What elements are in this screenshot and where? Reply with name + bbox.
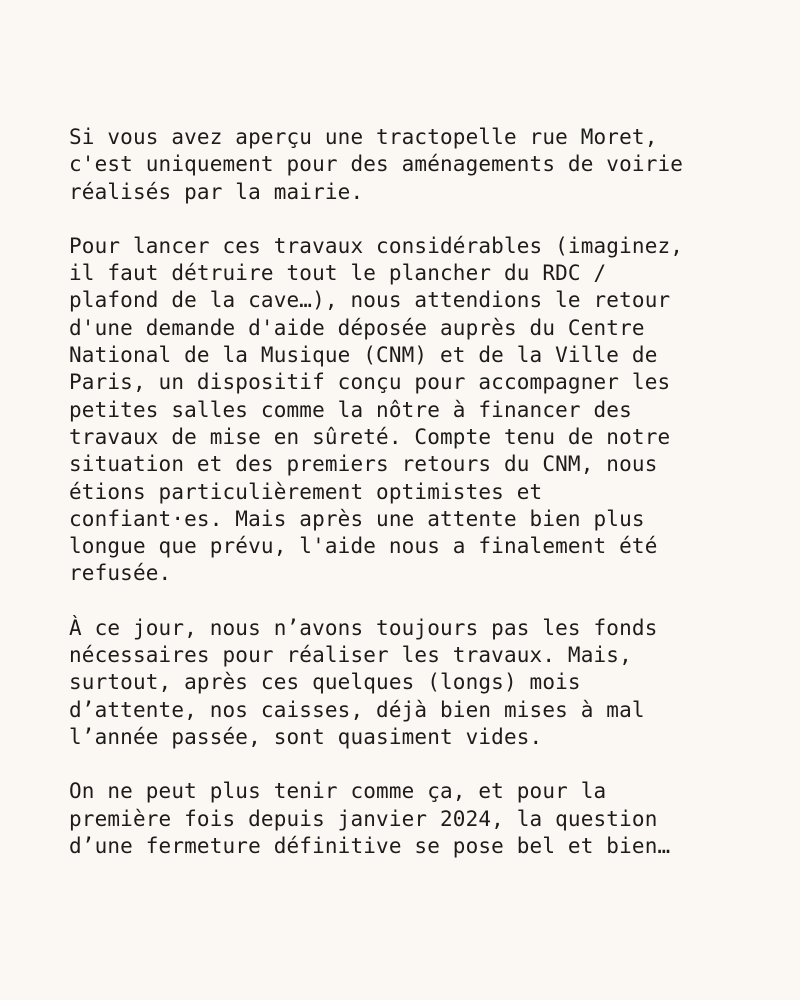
text-line: surtout, après ces quelques (longs) mois bbox=[69, 670, 581, 695]
paragraph-4 bbox=[69, 778, 769, 860]
text-line: Paris, un dispositif conçu pour accompagner les bbox=[69, 370, 671, 395]
text-line: d’attente, nos caisses, déjà bien mises à mal bbox=[69, 697, 645, 722]
text-line: étions particulièrement optimistes et bbox=[69, 479, 543, 504]
text-line: réalisés par la mairie. bbox=[69, 179, 364, 204]
text-line: petites salles comme la nôtre à financer des bbox=[69, 397, 632, 422]
text-line: situation et des premiers retours du CNM, nous bbox=[69, 452, 658, 477]
text-line: confiant·es. Mais après une attente bien plus bbox=[69, 506, 645, 531]
text-line: longue que prévu, l'aide nous a finalement été bbox=[69, 534, 658, 559]
text-line: nécessaires pour réaliser les travaux. Mais, bbox=[69, 643, 632, 668]
text-line: d'une demande d'aide déposée auprès du Centre bbox=[69, 315, 645, 340]
text-line: il faut détruire tout le plancher du RDC / bbox=[69, 261, 607, 286]
text-line: Pour lancer ces travaux considérables (imaginez, bbox=[69, 233, 684, 258]
text-line: National de la Musique (CNM) et de la Ville de bbox=[69, 343, 658, 368]
text-line: Si vous avez aperçu une tractopelle rue Moret, bbox=[69, 125, 658, 149]
text-line: plafond de la cave…), nous attendions le retour bbox=[69, 288, 671, 313]
paragraph-2 bbox=[69, 233, 769, 588]
text-line: l’année passée, sont quasiment vides. bbox=[69, 724, 543, 749]
paragraph-3 bbox=[69, 615, 769, 751]
text-line: d’une fermeture définitive se pose bel et bien… bbox=[69, 833, 671, 858]
article-body bbox=[69, 124, 769, 860]
text-line: À ce jour, nous n’avons toujours pas les fonds bbox=[69, 615, 658, 640]
text-line: On ne peut plus tenir comme ça, et pour la bbox=[69, 779, 607, 804]
text-line: première fois depuis janvier 2024, la question bbox=[69, 806, 658, 831]
paragraph-1 bbox=[69, 124, 769, 206]
text-line: c'est uniquement pour des aménagements de voirie bbox=[69, 152, 684, 177]
text-line: travaux de mise en sûreté. Compte tenu de notre bbox=[69, 424, 671, 449]
text-line: refusée. bbox=[69, 561, 172, 586]
